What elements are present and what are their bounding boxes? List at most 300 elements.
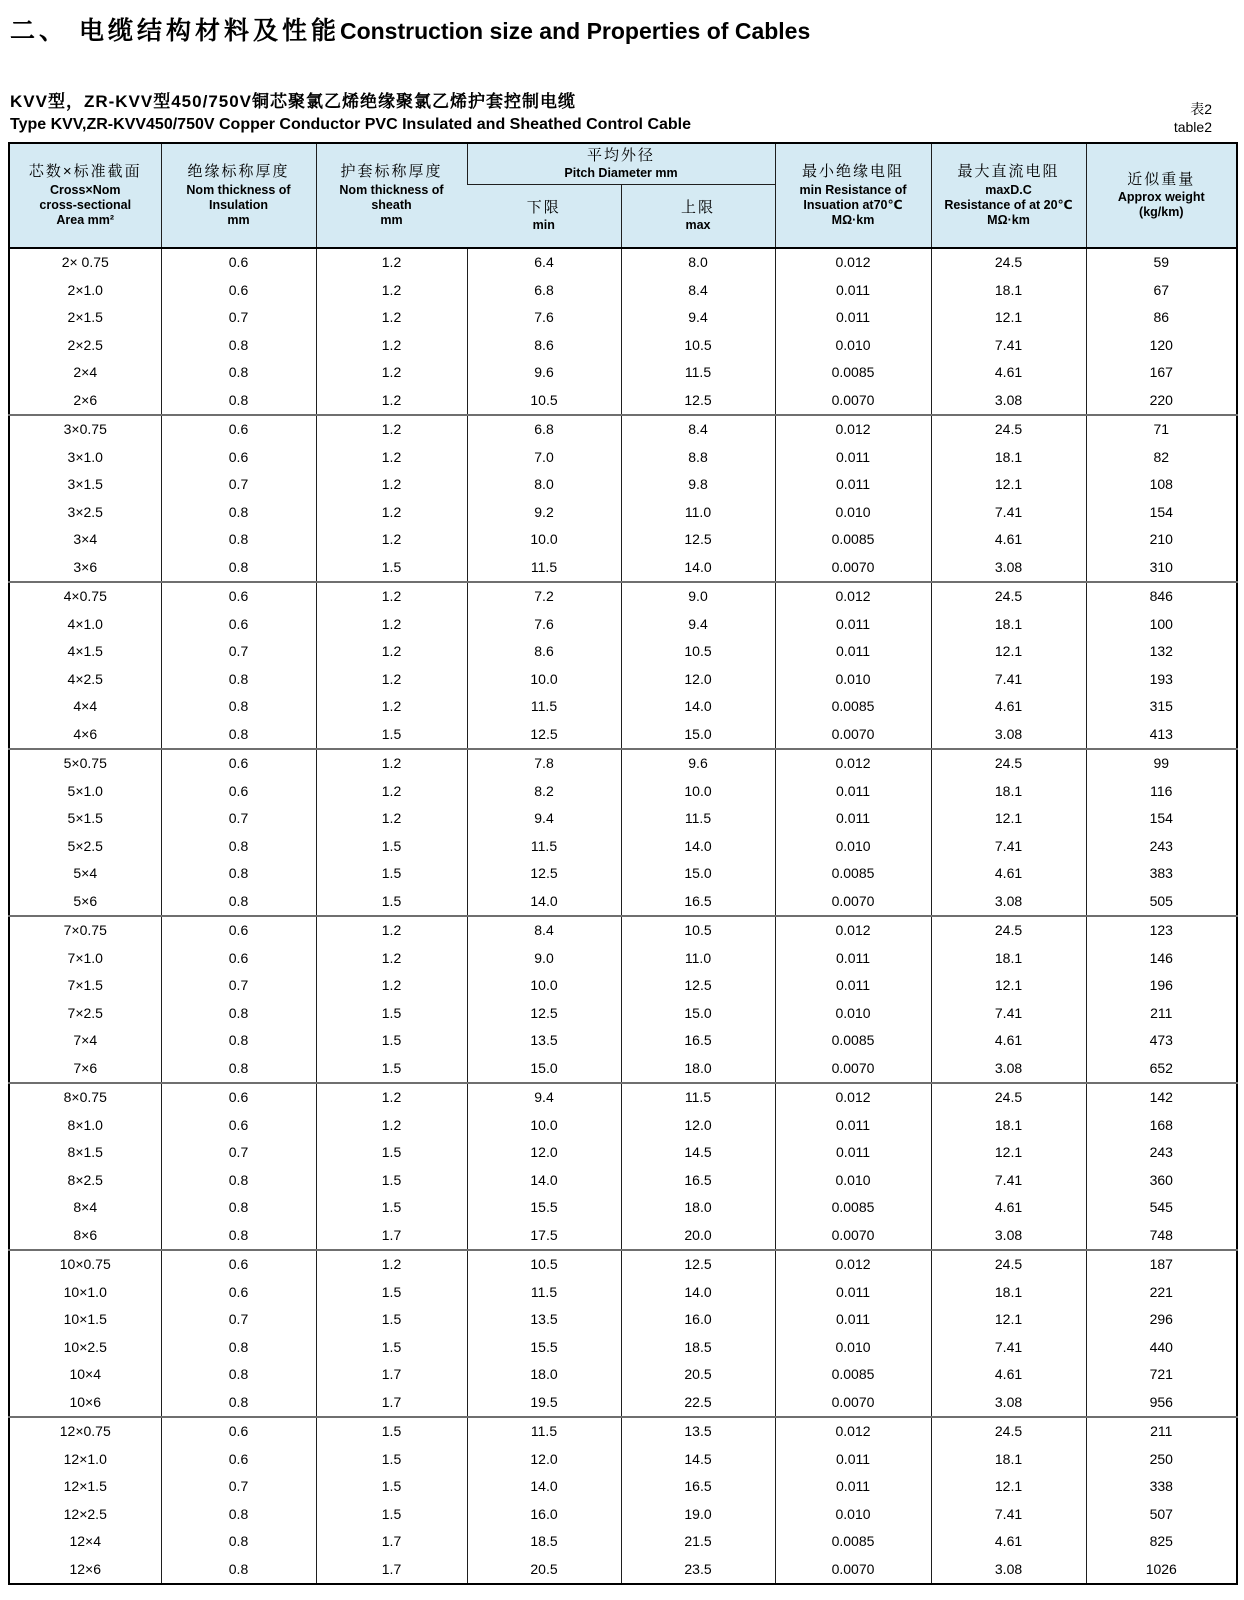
- table-cell: 8×6: [9, 1221, 161, 1250]
- table-cell: 0.7: [161, 1139, 316, 1167]
- table-cell: 24.5: [931, 1417, 1086, 1446]
- table-cell: 0.0085: [775, 1194, 931, 1222]
- table-cell: 0.6: [161, 443, 316, 471]
- table-cell: 221: [1086, 1278, 1237, 1306]
- subtitle-block: [8, 87, 1236, 134]
- table-cell: 9.0: [621, 582, 775, 611]
- table-row: [9, 415, 1237, 444]
- table-row: [9, 471, 1237, 499]
- table-cell: 0.8: [161, 860, 316, 888]
- table-cell: 0.8: [161, 331, 316, 359]
- table-row: [9, 638, 1237, 666]
- table-cell: 1.2: [316, 331, 467, 359]
- table-cell: 12.5: [621, 1250, 775, 1279]
- table-cell: 0.6: [161, 582, 316, 611]
- table-cell: 16.5: [621, 1473, 775, 1501]
- table-cell: 10×2.5: [9, 1333, 161, 1361]
- table-row: [9, 443, 1237, 471]
- table-cell: 24.5: [931, 749, 1086, 778]
- table-cell: 0.7: [161, 471, 316, 499]
- table-cell: 8.6: [467, 331, 621, 359]
- table-cell: 10.5: [621, 638, 775, 666]
- table-cell: 1.5: [316, 720, 467, 749]
- table-cell: 846: [1086, 582, 1237, 611]
- table-cell: 15.0: [621, 999, 775, 1027]
- table-cell: 16.0: [467, 1500, 621, 1528]
- table-cell: 2× 0.75: [9, 248, 161, 277]
- table-cell: 10.5: [467, 386, 621, 415]
- table-row: [9, 1555, 1237, 1584]
- table-cell: 2×1.5: [9, 304, 161, 332]
- table-cell: 0.6: [161, 415, 316, 444]
- table-cell: 0.8: [161, 526, 316, 554]
- table-cell: 1026: [1086, 1555, 1237, 1584]
- table-cell: 3×1.0: [9, 443, 161, 471]
- table-cell: 0.011: [775, 276, 931, 304]
- table-cell: 154: [1086, 498, 1237, 526]
- table-cell: 7.41: [931, 999, 1086, 1027]
- table-cell: 0.8: [161, 693, 316, 721]
- table-cell: 12.0: [621, 1111, 775, 1139]
- cable-size-group: [9, 916, 1237, 1083]
- table-cell: 0.6: [161, 1278, 316, 1306]
- table-cell: 1.5: [316, 1194, 467, 1222]
- table-cell: 4.61: [931, 1194, 1086, 1222]
- table-cell: 12.1: [931, 304, 1086, 332]
- table-cell: 6.4: [467, 248, 621, 277]
- table-cell: 6.8: [467, 276, 621, 304]
- table-cell: 0.012: [775, 749, 931, 778]
- table-cell: 7×4: [9, 1027, 161, 1055]
- table-cell: 14.0: [621, 1278, 775, 1306]
- table-cell: 0.8: [161, 359, 316, 387]
- table-cell: 0.8: [161, 1221, 316, 1250]
- table-cell: 18.1: [931, 610, 1086, 638]
- table-cell: 10×1.0: [9, 1278, 161, 1306]
- table-cell: 210: [1086, 526, 1237, 554]
- table-cell: 15.0: [621, 860, 775, 888]
- table-cell: 14.0: [467, 1473, 621, 1501]
- table-cell: 18.5: [621, 1333, 775, 1361]
- table-cell: 3.08: [931, 1054, 1086, 1083]
- table-cell: 15.5: [467, 1333, 621, 1361]
- table-cell: 0.6: [161, 610, 316, 638]
- table-cell: 17.5: [467, 1221, 621, 1250]
- table-cell: 1.2: [316, 248, 467, 277]
- page-title: [10, 10, 1236, 47]
- table-cell: 315: [1086, 693, 1237, 721]
- table-cell: 21.5: [621, 1528, 775, 1556]
- table-cell: 473: [1086, 1027, 1237, 1055]
- table-row: [9, 916, 1237, 945]
- table-cell: 7×2.5: [9, 999, 161, 1027]
- table-cell: 1.7: [316, 1361, 467, 1389]
- table-cell: 10.0: [621, 777, 775, 805]
- table-cell: 12.5: [467, 999, 621, 1027]
- table-cell: 2×2.5: [9, 331, 161, 359]
- table-cell: 0.8: [161, 1528, 316, 1556]
- table-cell: 0.012: [775, 1250, 931, 1279]
- table-cell: 14.0: [621, 553, 775, 582]
- table-cell: 12.5: [621, 526, 775, 554]
- table-cell: 59: [1086, 248, 1237, 277]
- header-pitch-diameter: 平均外径 Pitch Diameter mm: [467, 143, 775, 184]
- cable-size-group: [9, 415, 1237, 582]
- table-cell: 7×1.5: [9, 972, 161, 1000]
- header-cross-section: 芯数×标准截面 Cross×Nom cross-sectional Area mm²: [9, 143, 161, 248]
- table-cell: 0.8: [161, 887, 316, 916]
- table-cell: 0.8: [161, 1333, 316, 1361]
- table-cell: 7.41: [931, 331, 1086, 359]
- table-row: [9, 1027, 1237, 1055]
- table-cell: 18.1: [931, 777, 1086, 805]
- table-cell: 0.8: [161, 999, 316, 1027]
- table-cell: 16.5: [621, 1166, 775, 1194]
- table-cell: 4.61: [931, 1528, 1086, 1556]
- table-row: [9, 331, 1237, 359]
- table-cell: 7.8: [467, 749, 621, 778]
- table-cell: 18.1: [931, 1445, 1086, 1473]
- table-cell: 20.5: [621, 1361, 775, 1389]
- table-cell: 16.5: [621, 887, 775, 916]
- table-cell: 0.012: [775, 582, 931, 611]
- table-cell: 1.2: [316, 665, 467, 693]
- table-cell: 1.5: [316, 1306, 467, 1334]
- page-title-zh: 二、 电缆结构材料及性能: [10, 17, 340, 45]
- table-row: [9, 777, 1237, 805]
- table-cell: 12.1: [931, 638, 1086, 666]
- table-cell: 0.6: [161, 1111, 316, 1139]
- table-row: [9, 1054, 1237, 1083]
- table-cell: 4×1.0: [9, 610, 161, 638]
- table-cell: 9.4: [621, 610, 775, 638]
- table-cell: 12×1.5: [9, 1473, 161, 1501]
- table-cell: 9.4: [467, 1083, 621, 1112]
- table-cell: 11.5: [467, 1278, 621, 1306]
- table-cell: 193: [1086, 665, 1237, 693]
- table-cell: 1.5: [316, 832, 467, 860]
- table-cell: 10.0: [467, 665, 621, 693]
- table-cell: 10.5: [621, 916, 775, 945]
- table-row: [9, 1250, 1237, 1279]
- table-row: [9, 1306, 1237, 1334]
- table-cell: 12.1: [931, 972, 1086, 1000]
- table-cell: 0.7: [161, 638, 316, 666]
- table-cell: 11.0: [621, 944, 775, 972]
- table-cell: 12.1: [931, 1306, 1086, 1334]
- table-cell: 1.7: [316, 1221, 467, 1250]
- table-cell: 12.0: [467, 1139, 621, 1167]
- table-cell: 11.5: [621, 359, 775, 387]
- table-cell: 0.8: [161, 553, 316, 582]
- table-cell: 0.011: [775, 443, 931, 471]
- table-number-label: [1174, 101, 1212, 136]
- table-cell: 8.8: [621, 443, 775, 471]
- table-cell: 0.011: [775, 777, 931, 805]
- table-cell: 3×1.5: [9, 471, 161, 499]
- table-cell: 1.2: [316, 777, 467, 805]
- table-cell: 0.6: [161, 1417, 316, 1446]
- table-cell: 0.8: [161, 665, 316, 693]
- table-row: [9, 1111, 1237, 1139]
- table-cell: 1.5: [316, 1473, 467, 1501]
- table-cell: 9.8: [621, 471, 775, 499]
- table-cell: 1.2: [316, 749, 467, 778]
- table-cell: 1.2: [316, 972, 467, 1000]
- table-row: [9, 1361, 1237, 1389]
- header-sheath-thickness: 护套标称厚度 Nom thickness of sheath mm: [316, 143, 467, 248]
- table-cell: 8×1.5: [9, 1139, 161, 1167]
- table-cell: 2×1.0: [9, 276, 161, 304]
- table-cell: 0.012: [775, 248, 931, 277]
- table-row: [9, 1445, 1237, 1473]
- cable-size-group: [9, 248, 1237, 415]
- table-cell: 1.7: [316, 1528, 467, 1556]
- table-row: [9, 386, 1237, 415]
- table-cell: 108: [1086, 471, 1237, 499]
- table-cell: 10.5: [467, 1250, 621, 1279]
- table-cell: 0.0070: [775, 720, 931, 749]
- table-cell: 0.7: [161, 1306, 316, 1334]
- table-cell: 0.0070: [775, 887, 931, 916]
- table-cell: 243: [1086, 832, 1237, 860]
- table-cell: 1.2: [316, 415, 467, 444]
- table-cell: 0.0085: [775, 526, 931, 554]
- table-row: [9, 887, 1237, 916]
- table-cell: 12.1: [931, 471, 1086, 499]
- table-cell: 8×4: [9, 1194, 161, 1222]
- table-cell: 3×6: [9, 553, 161, 582]
- table-cell: 0.8: [161, 720, 316, 749]
- cable-spec-table: [8, 142, 1238, 1585]
- table-cell: 11.5: [621, 805, 775, 833]
- table-cell: 7×6: [9, 1054, 161, 1083]
- cable-size-group: [9, 1250, 1237, 1417]
- table-cell: 4.61: [931, 359, 1086, 387]
- table-cell: 24.5: [931, 1250, 1086, 1279]
- subtitle-en: Type KVV,ZR-KVV450/750V Copper Conductor PVC Insulated and Sheathed Control Cable: [10, 116, 692, 133]
- table-cell: 0.0085: [775, 1528, 931, 1556]
- table-cell: 505: [1086, 887, 1237, 916]
- table-cell: 0.011: [775, 304, 931, 332]
- table-cell: 0.011: [775, 805, 931, 833]
- table-cell: 0.0085: [775, 1361, 931, 1389]
- table-cell: 167: [1086, 359, 1237, 387]
- table-cell: 0.011: [775, 1278, 931, 1306]
- table-cell: 12×4: [9, 1528, 161, 1556]
- table-cell: 0.6: [161, 1445, 316, 1473]
- table-cell: 5×1.0: [9, 777, 161, 805]
- table-cell: 12.5: [621, 386, 775, 415]
- table-cell: 0.010: [775, 999, 931, 1027]
- table-cell: 0.0070: [775, 1054, 931, 1083]
- table-row: [9, 1278, 1237, 1306]
- table-cell: 8.6: [467, 638, 621, 666]
- table-cell: 168: [1086, 1111, 1237, 1139]
- table-cell: 0.8: [161, 1054, 316, 1083]
- table-row: [9, 526, 1237, 554]
- table-cell: 0.011: [775, 1445, 931, 1473]
- table-cell: 7.41: [931, 1333, 1086, 1361]
- table-cell: 0.0070: [775, 386, 931, 415]
- table-row: [9, 553, 1237, 582]
- table-cell: 0.011: [775, 1111, 931, 1139]
- table-cell: 3×4: [9, 526, 161, 554]
- table-cell: 12.0: [467, 1445, 621, 1473]
- table-cell: 0.0070: [775, 1555, 931, 1584]
- table-cell: 12×2.5: [9, 1500, 161, 1528]
- table-cell: 24.5: [931, 415, 1086, 444]
- table-cell: 440: [1086, 1333, 1237, 1361]
- table-cell: 0.8: [161, 1194, 316, 1222]
- table-cell: 6.8: [467, 415, 621, 444]
- table-cell: 7.0: [467, 443, 621, 471]
- table-cell: 0.8: [161, 1555, 316, 1584]
- table-cell: 5×6: [9, 887, 161, 916]
- table-cell: 0.0070: [775, 1221, 931, 1250]
- table-cell: 338: [1086, 1473, 1237, 1501]
- table-number-zh: 表2: [1190, 101, 1212, 117]
- table-cell: 7.41: [931, 665, 1086, 693]
- table-cell: 0.0085: [775, 693, 931, 721]
- table-cell: 1.2: [316, 638, 467, 666]
- table-cell: 0.012: [775, 1417, 931, 1446]
- table-cell: 0.6: [161, 749, 316, 778]
- table-cell: 0.012: [775, 1083, 931, 1112]
- table-cell: 18.5: [467, 1528, 621, 1556]
- table-cell: 14.0: [621, 832, 775, 860]
- table-row: [9, 1417, 1237, 1446]
- table-cell: 20.0: [621, 1221, 775, 1250]
- table-cell: 7×1.0: [9, 944, 161, 972]
- table-cell: 14.5: [621, 1445, 775, 1473]
- table-cell: 12.0: [621, 665, 775, 693]
- header-diameter-min: 下限 min: [467, 184, 621, 248]
- table-cell: 11.5: [467, 693, 621, 721]
- table-cell: 0.011: [775, 638, 931, 666]
- table-cell: 12.1: [931, 1473, 1086, 1501]
- table-row: [9, 610, 1237, 638]
- table-cell: 24.5: [931, 248, 1086, 277]
- table-cell: 20.5: [467, 1555, 621, 1584]
- table-cell: 0.010: [775, 1333, 931, 1361]
- table-cell: 0.011: [775, 1139, 931, 1167]
- table-cell: 4×4: [9, 693, 161, 721]
- table-cell: 1.5: [316, 1278, 467, 1306]
- table-cell: 1.2: [316, 582, 467, 611]
- table-cell: 12×6: [9, 1555, 161, 1584]
- table-cell: 3.08: [931, 1555, 1086, 1584]
- header-approx-weight: 近似重量 Approx weight (kg/km): [1086, 143, 1237, 248]
- table-cell: 5×2.5: [9, 832, 161, 860]
- table-cell: 11.0: [621, 498, 775, 526]
- table-cell: 4.61: [931, 860, 1086, 888]
- table-cell: 0.8: [161, 1361, 316, 1389]
- table-cell: 0.010: [775, 832, 931, 860]
- table-cell: 24.5: [931, 916, 1086, 945]
- table-cell: 11.5: [621, 1083, 775, 1112]
- table-cell: 825: [1086, 1528, 1237, 1556]
- table-cell: 0.010: [775, 1166, 931, 1194]
- table-cell: 1.5: [316, 553, 467, 582]
- table-cell: 1.2: [316, 276, 467, 304]
- table-row: [9, 972, 1237, 1000]
- table-cell: 123: [1086, 916, 1237, 945]
- table-cell: 1.2: [316, 304, 467, 332]
- table-cell: 24.5: [931, 582, 1086, 611]
- table-cell: 1.5: [316, 999, 467, 1027]
- table-cell: 0.8: [161, 1388, 316, 1417]
- table-cell: 146: [1086, 944, 1237, 972]
- table-cell: 15.5: [467, 1194, 621, 1222]
- table-cell: 9.2: [467, 498, 621, 526]
- table-cell: 18.0: [467, 1361, 621, 1389]
- table-cell: 0.6: [161, 248, 316, 277]
- table-row: [9, 1221, 1237, 1250]
- table-cell: 1.5: [316, 1027, 467, 1055]
- table-cell: 0.6: [161, 1083, 316, 1112]
- table-row: [9, 1388, 1237, 1417]
- table-cell: 0.012: [775, 916, 931, 945]
- table-cell: 383: [1086, 860, 1237, 888]
- table-row: [9, 1473, 1237, 1501]
- table-cell: 15.0: [467, 1054, 621, 1083]
- table-cell: 16.5: [621, 1027, 775, 1055]
- table-cell: 10×4: [9, 1361, 161, 1389]
- table-cell: 3.08: [931, 386, 1086, 415]
- table-cell: 10.0: [467, 972, 621, 1000]
- table-cell: 7.6: [467, 304, 621, 332]
- table-cell: 14.0: [621, 693, 775, 721]
- table-cell: 7.41: [931, 498, 1086, 526]
- table-cell: 0.8: [161, 832, 316, 860]
- table-cell: 1.2: [316, 693, 467, 721]
- table-cell: 1.5: [316, 1166, 467, 1194]
- table-row: [9, 1194, 1237, 1222]
- table-cell: 250: [1086, 1445, 1237, 1473]
- table-cell: 3.08: [931, 553, 1086, 582]
- table-cell: 211: [1086, 1417, 1237, 1446]
- table-cell: 14.0: [467, 887, 621, 916]
- table-cell: 187: [1086, 1250, 1237, 1279]
- table-row: [9, 1333, 1237, 1361]
- table-cell: 12.5: [467, 860, 621, 888]
- table-cell: 9.4: [621, 304, 775, 332]
- table-cell: 1.5: [316, 1500, 467, 1528]
- table-cell: 8.4: [621, 415, 775, 444]
- table-cell: 1.2: [316, 498, 467, 526]
- table-cell: 4.61: [931, 1361, 1086, 1389]
- table-cell: 1.2: [316, 610, 467, 638]
- table-cell: 7.2: [467, 582, 621, 611]
- table-cell: 1.2: [316, 1250, 467, 1279]
- table-cell: 243: [1086, 1139, 1237, 1167]
- table-cell: 0.010: [775, 498, 931, 526]
- table-row: [9, 944, 1237, 972]
- table-cell: 0.6: [161, 916, 316, 945]
- table-cell: 8.4: [621, 276, 775, 304]
- table-cell: 1.5: [316, 1445, 467, 1473]
- table-cell: 0.011: [775, 972, 931, 1000]
- table-cell: 2×6: [9, 386, 161, 415]
- table-row: [9, 276, 1237, 304]
- table-cell: 10×1.5: [9, 1306, 161, 1334]
- table-cell: 0.0085: [775, 359, 931, 387]
- table-cell: 0.8: [161, 1027, 316, 1055]
- table-cell: 9.6: [621, 749, 775, 778]
- table-cell: 0.011: [775, 471, 931, 499]
- table-cell: 67: [1086, 276, 1237, 304]
